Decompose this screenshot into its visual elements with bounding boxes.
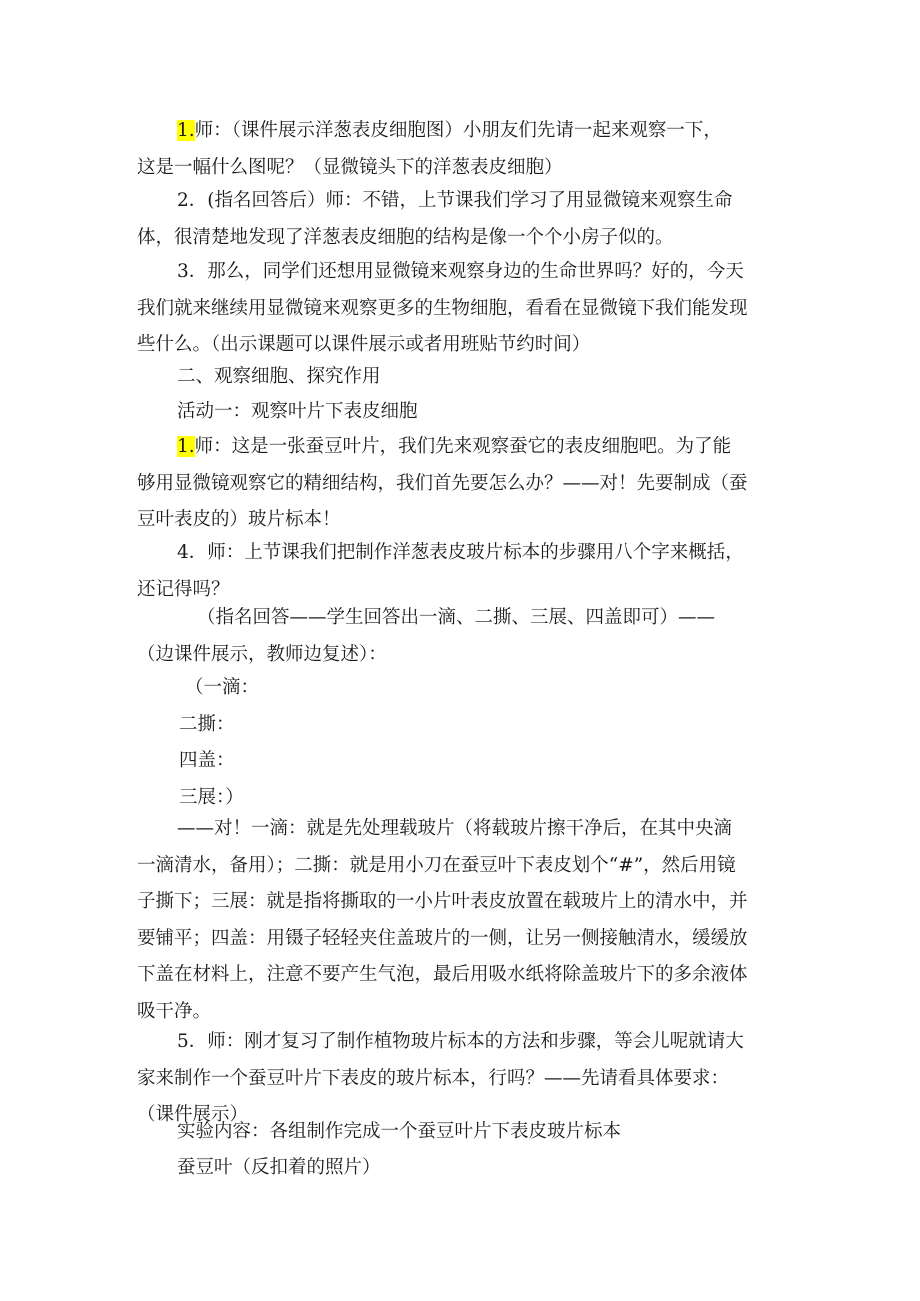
highlight-number: 1. (177, 120, 195, 141)
step-item: 四盖： (179, 750, 235, 771)
text-line: 4．师：上节课我们把制作洋葱表皮玻片标本的步骤用八个字来概括， (177, 542, 744, 563)
text-line: 师：这是一张蚕豆叶片，我们先来观察蚕它的表皮细胞吧。为了能 (194, 436, 732, 457)
step-list (137, 670, 839, 816)
paragraph-2 (137, 183, 797, 256)
text-line: 子撕下；三展：就是指将撕取的一小片叶表皮放置在载玻片上的清水中，并 (137, 891, 748, 912)
paragraph-3 (137, 254, 797, 364)
text-line: 5．师：刚才复习了制作植物玻片标本的方法和步骤，等会儿呢就请大 (177, 1031, 744, 1052)
step-item: （一滴： (185, 677, 260, 698)
text-line: 够用显微镜观察它的精细结构，我们首先要怎么办？——对！先要制成（蚕 (137, 472, 748, 494)
paragraph-1 (137, 113, 797, 186)
text-line: 家来制作一个蚕豆叶片下表皮的玻片标本，行吗？——先请看具体要求： (137, 1067, 730, 1089)
text-line: ——对！一滴：就是先处理载玻片（将载玻片擦干净后，在其中央滴 (177, 818, 733, 839)
text-line: 还记得吗？ (137, 578, 230, 600)
text-line: 一滴清水，备用）；二撕：就是用小刀在蚕豆叶下表皮划个“#”，然后用镜 (137, 854, 736, 876)
text-line: 些什么。（出示课题可以课件展示或者用班贴节约时间） (137, 334, 591, 355)
paragraph-4 (137, 429, 797, 539)
paragraph-6 (137, 600, 797, 673)
text-line: 豆叶表皮的）玻片标本！ (137, 509, 341, 530)
text-line: 这是一幅什么图呢？（显微镜头下的洋葱表皮细胞） (137, 156, 563, 178)
text-line: 2．(指名回答后）师：不错，上节课我们学习了用显微镜来观察生命 (177, 190, 733, 211)
text-line: （边课件展示，教师边复述）： (137, 643, 387, 665)
step-item: 二撕： (179, 713, 235, 735)
text-line: 要铺平；四盖：用镊子轻轻夹住盖玻片的一侧，让另一侧接触清水，缓缓放 (137, 927, 748, 949)
activity-heading: 活动一：观察叶片下表皮细胞 (177, 401, 418, 422)
paragraph-5 (137, 535, 797, 608)
text-line: （指名回答——学生回答出一滴、二撕、三展、四盖即可）—— (197, 607, 716, 628)
text-line: 吸干净。 (137, 1000, 212, 1022)
paragraph-7 (137, 811, 797, 1030)
text-line: 我们就来继续用显微镜来观察更多的生物细胞，看看在显微镜下我们能发现 (137, 297, 748, 319)
section-heading: 二、观察细胞、探究作用 (177, 366, 381, 387)
text-line: （课件展示） (137, 1104, 249, 1125)
text-line: 下盖在材料上，注意不要产生气泡，最后用吸水纸将除盖玻片下的多余液体 (137, 964, 748, 985)
text-line: 师：（课件展示洋葱表皮细胞图）小朋友们先请一起来观察一下， (194, 120, 722, 141)
step-item: 三展：） (179, 786, 244, 808)
text-line: 体，很清楚地发现了洋葱表皮细胞的结构是像一个个小房子似的。 (137, 226, 674, 248)
highlight-number: 1. (177, 436, 195, 457)
bean-leaf-caption: 蚕豆叶（反扣着的照片） (177, 1157, 381, 1178)
experiment-content: 实验内容：各组制作完成一个蚕豆叶片下表皮玻片标本 (177, 1121, 622, 1142)
text-line: 3．那么，同学们还想用显微镜来观察身边的生命世界吗？好的，今天 (177, 261, 744, 282)
